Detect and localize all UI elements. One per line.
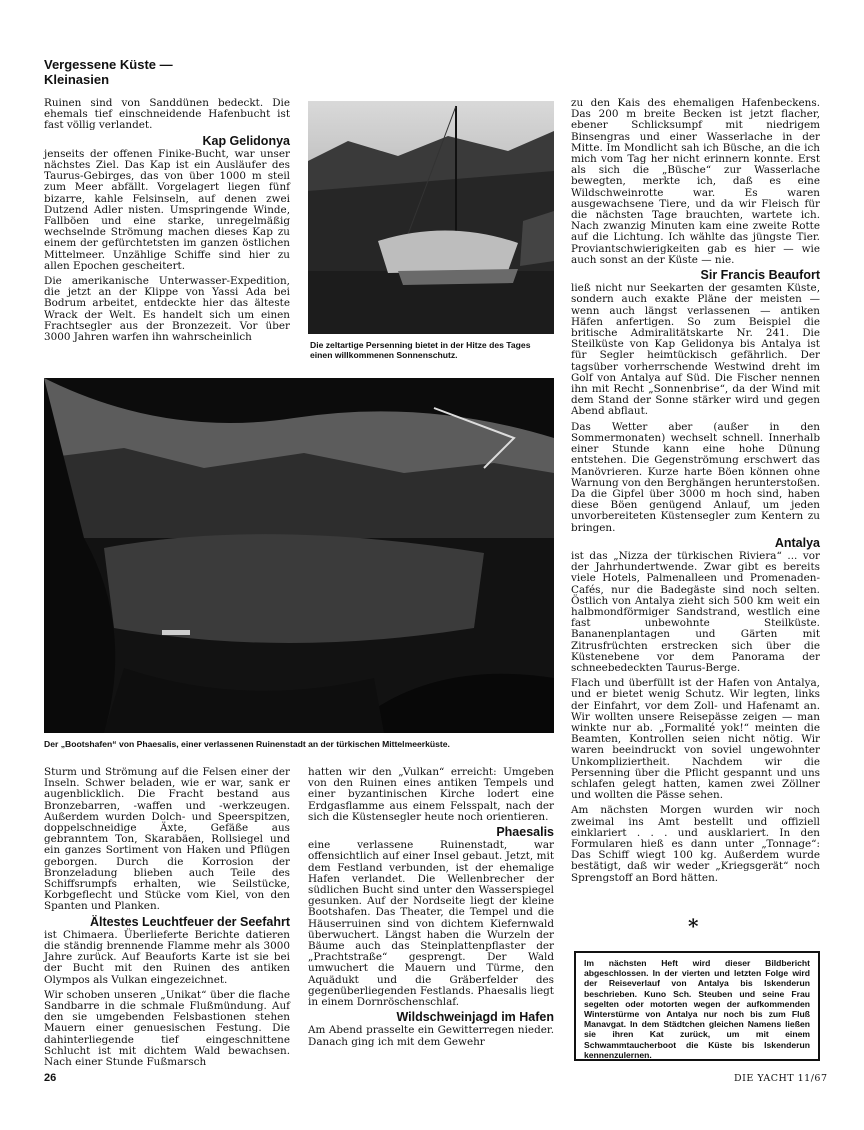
caption-bootshafen: Der „Bootshafen“ von Phaesalis, einer verlassenen Ruinenstadt an der türkischen Mittelmeerküste. <box>44 739 450 749</box>
paragraph-sturm: Sturm und Strömung auf die Felsen einer der Inseln. Schwer beladen, wie er war, sank er augenblicklich. Die Fracht bestand aus Bronzebarren, -waffen und -werkzeugen. Außerdem wurden Dolch- und Speerspitzen, doppelschneidige Äxte, Gefäße aus gebranntem Ton, Skarabäen, Rollsiegel und ein ganzes Sortiment von Haken und Pflügen geborgen. Durch die Korrosion der Bronzeladung blieben auch Teile des Schiffsrumpfs erhalten, wie Seilstücke, Korbgeflecht und Stücke vom Kiel, von den Spanten und Planken. <box>44 766 290 913</box>
column-3 <box>571 98 820 888</box>
next-issue-notice <box>574 951 820 1061</box>
paragraph-beaufort: ließ nicht nur Seekarten der gesamten Küste, sondern auch exakte Pläne der meisten — wenn auch längst verlassenen — antiken Häfen anfertigen. So zum Beispiel die britische Admiralitätskarte Nr. 241. Die Steilküste von Kap Gelidonya bis Antalya ist für Segler heimtückisch gefährlich. Der tagsüber vorherrschende Westwind dreht im Golf von Antalya auf Süd. Die Fischer nennen ihn mit Recht „Sonnenbrise“, da der Wind mit dem Stand der Sonne stärker wird und gegen Abend abflaut. <box>571 282 820 418</box>
article-title-line2: Kleinasien <box>44 72 110 87</box>
paragraph-expedition: Die amerikanische Unterwasser-Expedition, die jetzt an der Klippe von Yassi Ada bei Bodrum arbeitet, entdeckte hier das älteste Wrack der Welt. Es handelt sich um einen Frachtsegler aus der Bronzezeit. Vor über 3000 Jahren warfen ihn wahrscheinlich <box>44 275 290 344</box>
heading-kap-gelidonya: Kap Gelidonya <box>202 133 290 148</box>
paragraph-abend: Am Abend prasselte ein Gewitterregen nieder. Danach ging ich mit dem Gewehr <box>308 1024 554 1048</box>
caption-boat: Die zeltartige Persenning bietet in der Hitze des Tages einen willkommenen Sonnenschutz. <box>310 340 531 360</box>
paragraph-hafenbecken: zu den Kais des ehemaligen Hafenbeckens. Das 200 m breite Becken ist jetzt flacher, ebener Schlicksumpf mit niedrigem Binsengras und einer Wasserlache in der Mitte. Im Mondlicht sah ich Büsche, an die ich mich vom Tag her nicht erinnern konnte. Erst als sich die „Büsche“ zur Wasserlache bewegten, merkte ich, daß es eine Wildschweinrotte war. Es waren ausgewachsene Tiere, und da wir Fleisch für die nächsten Tage brauchten, wartete ich. Nach zwanzig Minuten kam eine zweite Rotte auf die Lichtung. Ich wählte das jüngste Tier. Proviantschwierigkeiten gab es hier — wie auch sonst an der Küste — nie. <box>571 97 820 266</box>
magazine-footer: DIE YACHT 11/67 <box>734 1073 828 1084</box>
paragraph-unikat: Wir schoben unseren „Unikat“ über die flache Sandbarre in die schmale Flußmündung. Auf den sie umgebenden Felsbastionen stehen Mauern einer genuesischen Festung. Die dahinterliegende tief eingeschnittene Schlucht ist mit dichtem Wald bewachsen. Nach einer Stunde Fußmarsch <box>44 988 290 1069</box>
notice-text: Im nächsten Heft wird dieser Bildbericht abgeschlossen. In der vierten und letzten Folge wird der Reiseverlauf von Antalya bis Iskenderun beschrieben. Kuno Sch. Steuben und seine Frau segelten oder motorten wegen der aufkommenden Winterstürme von Antalya nur noch bis zum Fluß Manavgat. In dem Städtchen gleichen Namens ließen sie ihren Kat zurück, um mit einem Schwammtaucherboot die Küste bis Iskenderun kennenzulernen. <box>584 958 810 1060</box>
column-1-bottom <box>44 767 290 1072</box>
paragraph-kap: jenseits der offenen Finike-Bucht, war unser nächstes Ziel. Das Kap ist ein Ausläufer des Taurus-Gebirges, das von über 1000 m steil zum Meer abfällt. Vorgelagert liegen fünf bizarre, kahle Felsinseln, auf denen zwei Dutzend Adler nisten. Umspringende Winde, Fallböen und eine starke, unregelmäßig wechselnde Strömung machen dieses Kap zu einem der gefürchtetsten im ganzen östlichen Mittelmeer. Unzählige Schiffe sind hier zu allen Epochen gescheitert. <box>44 147 290 272</box>
column-2-bottom <box>308 767 554 1052</box>
heading-antalya: Antalya <box>774 535 820 550</box>
heading-phaesalis: Phaesalis <box>496 825 554 840</box>
paragraph-chimaera: ist Chimaera. Überlieferte Berichte datieren die ständig brennende Flamme mehr als 3000 Jahre zurück. Auf Beauforts Karte ist sie bei der Bucht mit den Ruinen des antiken Olympos als Vulkan eingezeichnet. <box>44 928 290 986</box>
photo-bootshafen <box>44 378 554 733</box>
section-star: * <box>688 914 699 938</box>
boat-photo-illustration <box>308 101 554 334</box>
heading-leuchtfeuer: Ältestes Leuchtfeuer der Seefahrt <box>89 914 290 929</box>
article-title <box>44 57 284 87</box>
photo-boat <box>308 101 554 334</box>
paragraph-hafen-antalya: Flach und überfüllt ist der Hafen von Antalya, und er bietet wenig Schutz. Wir legten, links der Einfahrt, vor dem Zoll- und Hafenamt an. Wir wollten unsere Reisepässe zeigen — man winkte nur ab. „Formalité yok!“ meinten die Beamten, Kontrollen seien nicht nötig. Wir waren beeindruckt von soviel ungewohnter Unkompliziertheit. Nachdem wir die Persenning über die Pflicht gespannt und uns schlafen gelegt hatten, kamen zwei Zöllner und wollten die Pässe sehen. <box>571 677 820 802</box>
paragraph-antalya: ist das „Nizza der türkischen Riviera“ ... vor der Jahrhundertwende. Zwar gibt es bereits viele Hotels, Palmenalleen und Promenaden-Cafés, nur die Badegäste sind noch selten. Östlich von Antalya zieht sich 500 km weit ein halbmondförmiger Sandstrand, westlich eine fast unbewohnte Steilküste. Bananenplantagen und Gärten mit Zitrusfrüchten erstrecken sich über die Küstenebene vor dem Panorama der schneebedeckten Taurus-Berge. <box>571 549 820 674</box>
paragraph-naechster-morgen: Am nächsten Morgen wurden wir noch zweimal ins Amt bestellt und offiziell einklariert . . . und ausklariert. In den Formularen hieß es dann unter „Tonnage“: Das Schiff wiegt 100 kg. Außerdem wurde bestätigt, daß wir weder „Kriegsgerät“ noch Sprengstoff an Bord hätten. <box>571 804 820 884</box>
heading-wildschweinjagd: Wildschweinjagd im Hafen <box>396 1010 554 1025</box>
heading-beaufort: Sir Francis Beaufort <box>700 268 820 283</box>
paragraph-intro: Ruinen sind von Sanddünen bedeckt. Die ehemals tief einschneidende Hafenbucht ist fast völlig verlandet. <box>44 97 290 132</box>
column-1-top <box>44 98 290 347</box>
bootshafen-photo-illustration <box>44 378 554 733</box>
paragraph-wetter: Das Wetter aber (außer in den Sommermonaten) wechselt schnell. Innerhalb einer Stunde kann eine hohe Dünung entstehen. Die Gegenströmung erschwert das Manövrieren. Kurze harte Böen können ohne Warnung von den Berghängen herunterstoßen. Da die Gipfel über 3000 m hoch sind, haben diese Böen genügend Anlauf, um jeden unvorbereiteten Küstensegler zum Kentern zu bringen. <box>571 420 820 534</box>
page-number: 26 <box>44 1072 57 1084</box>
paragraph-vulkan: hatten wir den „Vulkan“ erreicht: Umgeben von den Ruinen eines antiken Tempels und einer byzantinischen Kirche lodert eine Erdgasflamme aus einem Felsspalt, nach der sich die Küstensegler heute noch orientieren. <box>308 766 554 823</box>
paragraph-phaesalis: eine verlassene Ruinenstadt, war offensichtlich auf einer Insel gebaut. Jetzt, mit dem Festland verbunden, ist der ehemalige Hafen verlandet. Die Wellenbrecher der südlichen Bucht sind unter den Wasserspiegel gesunken. Auf der Nordseite liegt der kleine Bootshafen. Das Theater, die Tempel und die Häuserruinen sind von dichtem Kiefernwald überwuchert. Längst haben die Wurzeln der Bäume auch das Steinplattenpflaster der „Prachtstraße“ gesprengt. Der Wald umwuchert die Mauern und Türme, den Aquädukt und die Gräberfelder des gegenüberliegenden Festlands. Phaesalis liegt in einem Dornröschenschlaf. <box>308 839 554 1009</box>
article-title-line1: Vergessene Küste — <box>44 57 173 72</box>
